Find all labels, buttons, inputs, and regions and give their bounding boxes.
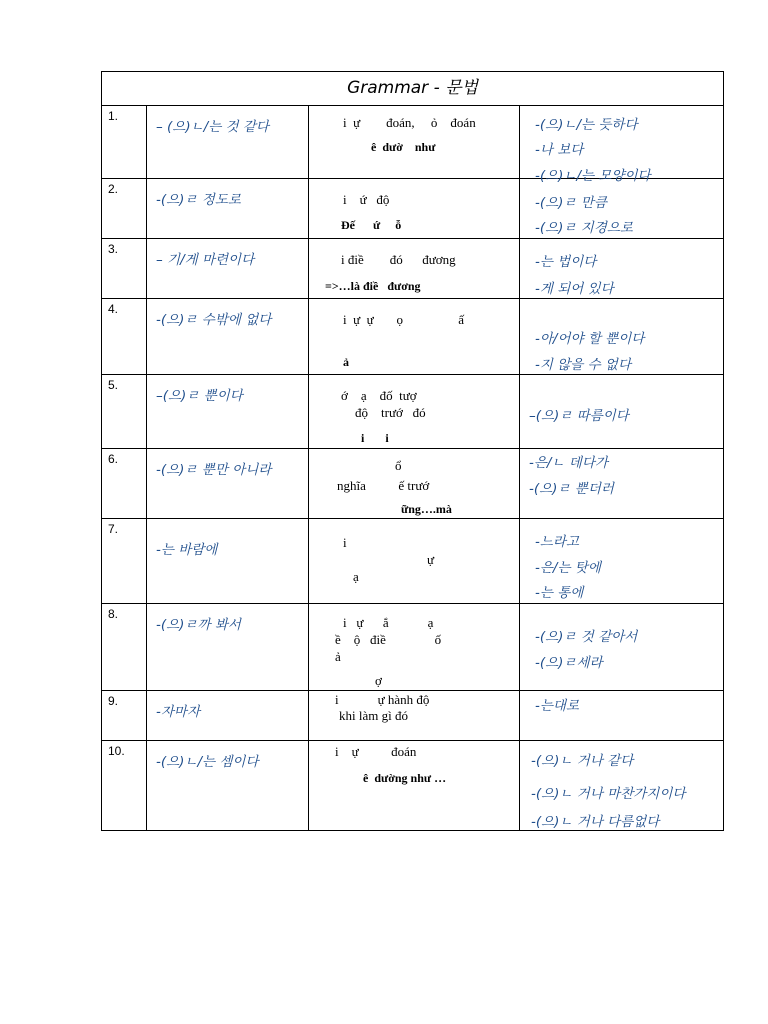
meaning-line: i ự ắ ạ (343, 615, 434, 630)
table-row (102, 691, 724, 741)
grammar-cell (147, 519, 309, 604)
similar-pattern: -나 보다 (535, 142, 584, 158)
similar-pattern: -은/는 탓에 (535, 560, 601, 576)
meaning-cell (309, 741, 520, 831)
meaning-cell (309, 106, 520, 179)
similar-pattern: -(으)ㄹ세라 (535, 655, 603, 671)
similar-pattern: -아/어야 할 뿐이다 (535, 331, 645, 347)
table-row (102, 299, 724, 375)
meaning-line: nghĩa ế trướ (337, 478, 430, 493)
row-number-cell (102, 449, 147, 519)
row-number: 2. (108, 182, 119, 196)
table-row (102, 179, 724, 239)
row-number: 10. (108, 744, 125, 758)
similar-cell (520, 179, 724, 239)
similar-pattern: -는 법이다 (535, 254, 597, 270)
meaning-line: ả (343, 355, 349, 369)
meaning-line: ề ộ điề ố (335, 632, 442, 647)
similar-cell (520, 691, 724, 741)
similar-pattern: -는 통에 (535, 585, 584, 601)
row-number: 8. (108, 607, 119, 621)
similar-pattern: -(으)ㄹ 뿐더러 (529, 481, 614, 497)
grammar-cell (147, 449, 309, 519)
grammar-pattern: -자마자 (156, 704, 200, 720)
table-row (102, 604, 724, 691)
similar-cell (520, 449, 724, 519)
row-number-cell (102, 691, 147, 741)
grammar-pattern: -(으)ㄹ 뿐만 아니라 (156, 462, 272, 478)
meaning-line: i ự ự ọ ấ (343, 312, 464, 327)
similar-pattern: -느라고 (535, 534, 579, 550)
table-row (102, 449, 724, 519)
grammar-pattern: -(으)ㄹ 정도로 (156, 192, 241, 208)
similar-pattern: –(으)ㄹ 따름이다 (529, 408, 629, 424)
row-number-cell (102, 741, 147, 831)
row-number-cell (102, 604, 147, 691)
meaning-line: i ự đoán, ỏ đoán (343, 115, 476, 130)
grammar-cell (147, 691, 309, 741)
table-row (102, 519, 724, 604)
row-number: 3. (108, 242, 119, 256)
meaning-line: ững….mà (401, 502, 452, 516)
similar-pattern: -(으)ㄹ 만큼 (535, 195, 607, 211)
page-title: Grammar - 문법 (347, 78, 478, 98)
meaning-cell (309, 604, 520, 691)
meaning-cell (309, 375, 520, 449)
grammar-pattern: –(으)ㄹ 뿐이다 (156, 388, 243, 404)
title-row (102, 72, 724, 106)
row-number: 4. (108, 302, 119, 316)
grammar-pattern: -는 바람에 (156, 542, 218, 558)
meaning-line: độ trướ đó (355, 405, 426, 420)
table-row (102, 375, 724, 449)
row-number-cell (102, 239, 147, 299)
grammar-pattern: – 기/게 마련이다 (156, 252, 255, 268)
row-number: 6. (108, 452, 119, 466)
row-number: 9. (108, 694, 119, 708)
similar-pattern: -(으)ㄴ/는 모양이다 (535, 168, 651, 184)
similar-cell (520, 239, 724, 299)
meaning-cell (309, 449, 520, 519)
grammar-pattern: -(으)ㄹ까 봐서 (156, 617, 241, 633)
meaning-line: ự (427, 552, 435, 567)
meaning-line: ổ (395, 458, 402, 473)
title-cell (102, 72, 724, 106)
row-number-cell (102, 519, 147, 604)
similar-pattern: -(으)ㄹ 것 같아서 (535, 629, 638, 645)
meaning-line: i ứ độ (343, 192, 390, 207)
similar-pattern: -(으)ㄴ 거나 마찬가지이다 (531, 786, 686, 802)
similar-cell (520, 375, 724, 449)
meaning-line: Đế ứ ỗ (341, 218, 402, 232)
meaning-line: khi làm gì đó (339, 708, 408, 723)
grammar-pattern: -(으)ㄴ/는 셈이다 (156, 754, 259, 770)
grammar-cell (147, 375, 309, 449)
meaning-line: ớ ạ đố tượ (341, 388, 417, 403)
meaning-line: i điề đó đương (341, 252, 456, 267)
meaning-line: ê dườ như (371, 140, 436, 154)
similar-pattern: -게 되어 있다 (535, 281, 614, 297)
similar-pattern: -(으)ㄴ 거나 다름없다 (531, 814, 660, 830)
meaning-line: i i (361, 431, 389, 445)
similar-cell (520, 741, 724, 831)
similar-pattern: -는대로 (535, 698, 579, 714)
grammar-cell (147, 299, 309, 375)
similar-pattern: -(으)ㄴ/는 듯하다 (535, 117, 638, 133)
similar-pattern: -은/ㄴ 데다가 (529, 455, 608, 471)
row-number: 1. (108, 109, 119, 123)
meaning-cell (309, 691, 520, 741)
table-row (102, 239, 724, 299)
grammar-cell (147, 741, 309, 831)
similar-pattern: -지 않을 수 없다 (535, 357, 631, 373)
table-row (102, 741, 724, 831)
meaning-line: ạ (353, 569, 359, 584)
similar-cell (520, 519, 724, 604)
similar-cell (520, 106, 724, 184)
meaning-cell (309, 239, 520, 299)
grammar-cell (147, 604, 309, 691)
row-number-cell (102, 375, 147, 449)
row-number-cell (102, 299, 147, 375)
table-row (102, 106, 724, 179)
grammar-table (101, 71, 724, 831)
grammar-cell (147, 239, 309, 299)
meaning-line: i ự đoán (335, 744, 417, 759)
row-number: 5. (108, 378, 119, 392)
meaning-cell (309, 179, 520, 239)
similar-cell (520, 299, 724, 375)
meaning-line: =>…là điề đương (325, 279, 421, 293)
row-number-cell (102, 106, 147, 179)
meaning-cell (309, 519, 520, 604)
grammar-cell (147, 106, 309, 179)
meaning-line: ê dường như … (363, 771, 447, 785)
meaning-line: i ự hành độ (335, 692, 430, 707)
meaning-line: ợ (375, 673, 382, 688)
meaning-line: i (343, 535, 347, 550)
row-number: 7. (108, 522, 119, 536)
row-number-cell (102, 179, 147, 239)
grammar-cell (147, 179, 309, 239)
grammar-pattern: – (으)ㄴ/는 것 같다 (156, 119, 269, 135)
grammar-pattern: -(으)ㄹ 수밖에 없다 (156, 312, 272, 328)
similar-pattern: -(으)ㄹ 지경으로 (535, 220, 633, 236)
similar-pattern: -(으)ㄴ 거나 같다 (531, 753, 634, 769)
similar-cell (520, 604, 724, 691)
meaning-line: ả (335, 649, 341, 664)
meaning-cell (309, 299, 520, 375)
